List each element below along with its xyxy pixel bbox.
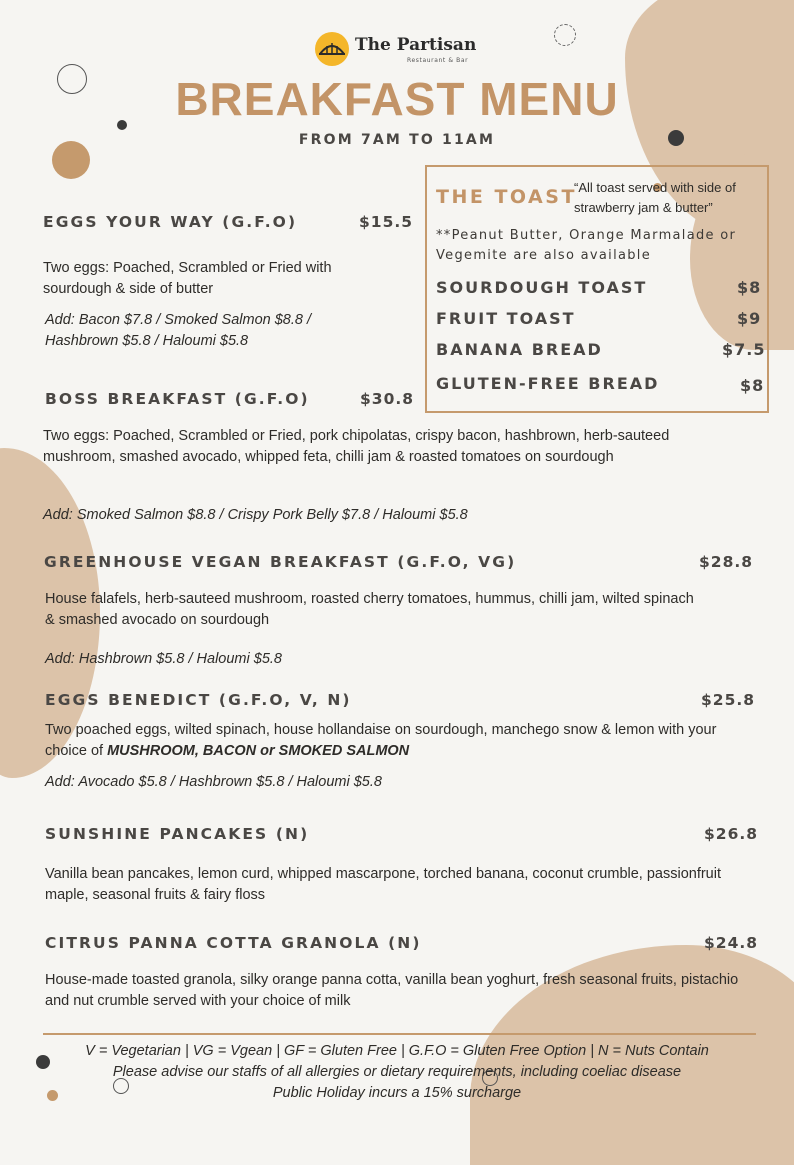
toast-title: THE TOAST: [436, 186, 577, 208]
item-price: $28.8: [699, 553, 754, 571]
item-price: $25.8: [701, 691, 756, 709]
item-addons: Add: Bacon $7.8 / Smoked Salmon $8.8 / Hashbrown $5.8 / Haloumi $5.8: [45, 312, 311, 349]
toast-item-name: GLUTEN-FREE BREAD: [436, 374, 660, 393]
toast-item-price: $8: [740, 376, 765, 395]
item-description-text: Two poached eggs, wilted spinach, house hollandaise on sourdough, manchego snow & lemon with your choice of: [45, 722, 717, 759]
item-addons: Add: Smoked Salmon $8.8 / Crispy Pork Belly $7.8 / Haloumi $5.8: [43, 507, 468, 523]
item-description: Vanilla bean pancakes, lemon curd, whipped mascarpone, torched banana, coconut crumble, passionfruit maple, seasonal fruits & fairy floss: [45, 866, 721, 903]
item-name: EGGS YOUR WAY (G.F.O): [43, 213, 298, 231]
item-description-emphasis: MUSHROOM, BACON or SMOKED SALMON: [107, 743, 410, 759]
item-name: CITRUS PANNA COTTA GRANOLA (N): [45, 934, 422, 952]
item-name: SUNSHINE PANCAKES (N): [45, 825, 310, 843]
item-name: BOSS BREAKFAST (G.F.O): [45, 390, 310, 408]
brand-name: The Partisan: [355, 35, 477, 55]
toast-item-name: BANANA BREAD: [436, 340, 603, 359]
item-price: $15.5: [359, 213, 414, 231]
item-description: House-made toasted granola, silky orange panna cotta, vanilla bean yoghurt, fresh seasonal fruits, pistachio and nut crumble served with your choice of milk: [45, 972, 739, 1009]
toast-item-name: FRUIT TOAST: [436, 309, 576, 328]
toast-quote: “All toast served with side of strawberry jam & butter”: [574, 180, 736, 215]
footer-allergy-note: Please advise our staffs of all allergies or dietary requirements, including coeliac disease: [112, 1064, 682, 1080]
toast-note: **Peanut Butter, Orange Marmalade or Vegemite are also available: [436, 228, 737, 263]
footer-legend: V = Vegetarian | VG = Vgean | GF = Gluten Free | G.F.O = Gluten Free Option | N = Nuts Contain: [85, 1043, 709, 1059]
toast-item-price: $7.5: [722, 340, 766, 359]
item-name: EGGS BENEDICT (G.F.O, V, N): [45, 691, 352, 709]
item-price: $30.8: [360, 390, 415, 408]
item-price: $24.8: [704, 934, 759, 952]
footer-divider: [43, 1033, 756, 1035]
item-description: Two eggs: Poached, Scrambled or Fried, pork chipolatas, crispy bacon, hashbrown, herb-sauteed mushroom, smashed avocado, whipped feta, chilli jam & roasted tomatoes on sourdough: [43, 428, 670, 465]
brand-logo: [315, 32, 485, 68]
item-description: House falafels, herb-sauteed mushroom, roasted cherry tomatoes, hummus, chilli jam, wilted spinach & smashed avocado on sourdough: [45, 591, 694, 628]
footer-surcharge-note: Public Holiday incurs a 15% surcharge: [272, 1085, 522, 1101]
toast-item-price: $8: [737, 278, 762, 297]
toast-item-name: SOURDOUGH TOAST: [436, 278, 648, 297]
item-price: $26.8: [704, 825, 759, 843]
item-addons: Add: Hashbrown $5.8 / Haloumi $5.8: [45, 651, 282, 667]
brand-tagline: Restaurant & Bar: [407, 57, 469, 64]
toast-item-price: $9: [737, 309, 762, 328]
menu-hours: FROM 7AM TO 11AM: [298, 132, 496, 148]
item-description: [45, 720, 760, 762]
logo-bridge-icon: [315, 32, 349, 66]
item-name: GREENHOUSE VEGAN BREAKFAST (G.F.O, VG): [44, 553, 517, 571]
menu-title: BREAKFAST MENU: [175, 73, 619, 125]
decor-ring: [554, 24, 576, 46]
item-addons: Add: Avocado $5.8 / Hashbrown $5.8 / Haloumi $5.8: [45, 774, 382, 790]
item-description: Two eggs: Poached, Scrambled or Fried with sourdough & side of butter: [43, 260, 332, 297]
